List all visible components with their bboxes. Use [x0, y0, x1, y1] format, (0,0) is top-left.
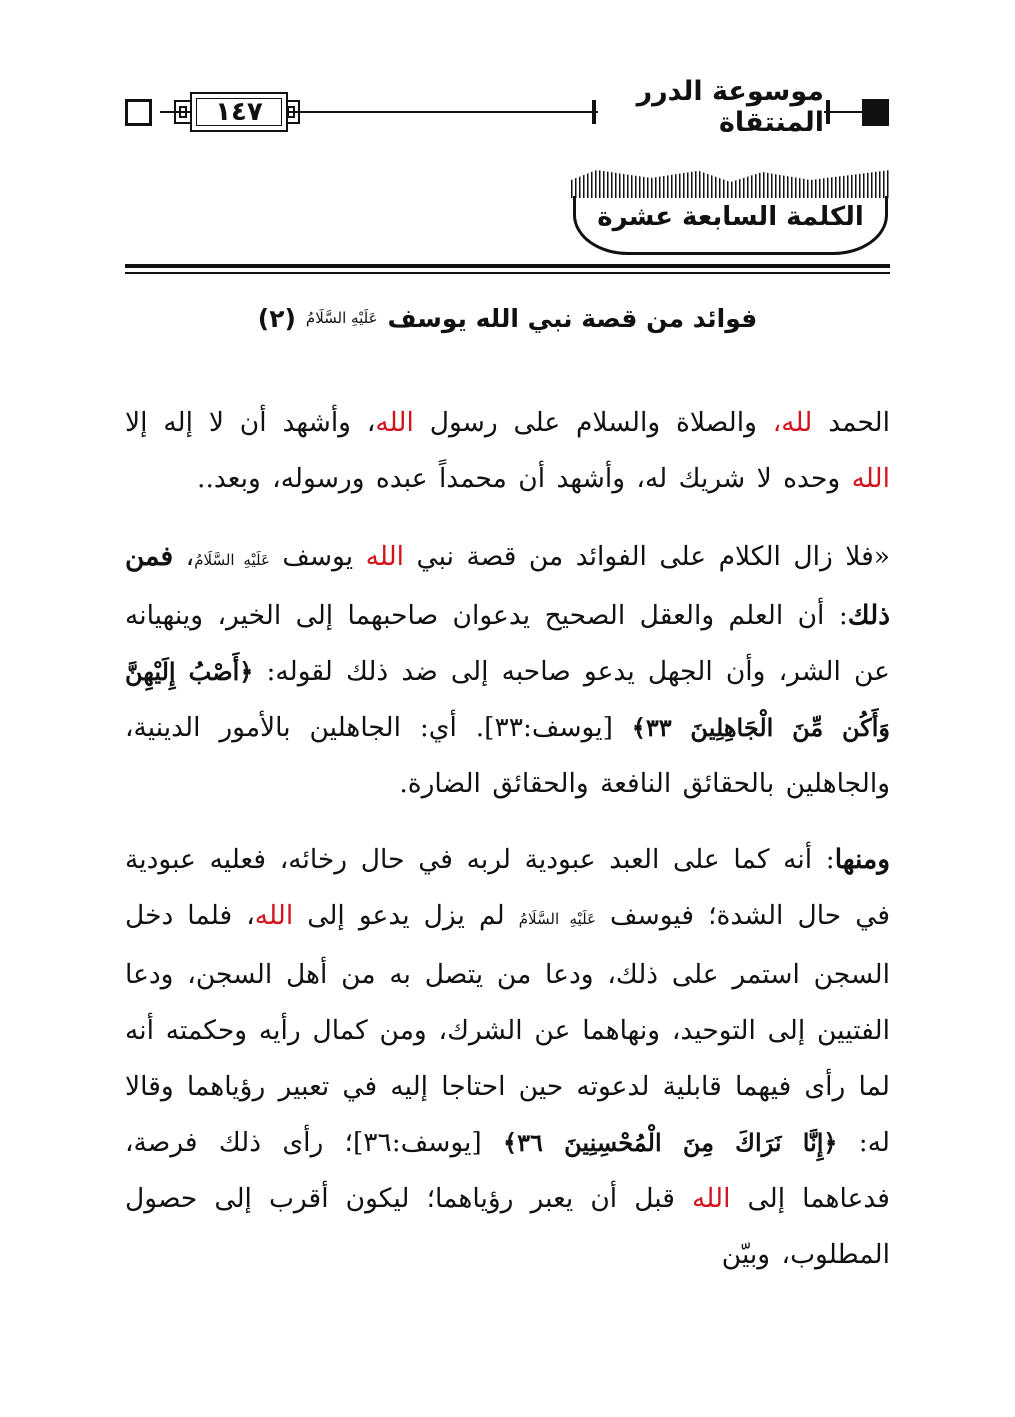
encyclopedia-title: موسوعة الدرر المنتقاة: [598, 78, 824, 136]
bold-lead: ومنها: [834, 844, 890, 875]
text-segment: «فلا زال الكلام على الفوائد من قصة نبي: [404, 541, 890, 572]
text-segment: [يوسف:٣٦]؛ رأى ذلك فرصة، فدعاهما إلى: [125, 1127, 890, 1214]
text-segment: والصلاة والسلام على رسول: [413, 407, 773, 438]
banner-frame: [573, 196, 888, 255]
lesson-part-number: (٢): [257, 303, 296, 333]
bold-lead: فمن ذلك: [125, 541, 890, 631]
header-divider-thin: [125, 272, 890, 274]
highlight-name: الله: [365, 541, 405, 572]
chapter-banner: [571, 158, 890, 258]
paragraph-worship: [125, 832, 890, 1283]
text-segment: لم يزل يدعو إلى: [293, 900, 519, 931]
text-segment: يوسف: [269, 541, 366, 572]
header-ornament-square-right: [862, 99, 889, 126]
text-segment: : أن العلم والعقل الصحيح يدعوان صاحبهما إلى الخير، وينهيانه عن الشر، وأن الجهل يدعو صاحبه إلى ضد ذلك لقوله:: [125, 600, 890, 687]
text-segment: [يوسف:٣٣]. أي: الجاهلين بالأمور الدينية، والجاهلين بالحقائق النافعة والحقائق الضارة.: [125, 712, 890, 799]
highlight-name: الله: [851, 463, 890, 494]
text-segment: ،: [173, 541, 195, 572]
header-ornament-bar-right: [826, 100, 830, 124]
highlight-name: الله: [692, 1183, 731, 1214]
lesson-title-honorific: عَلَيْهِ السَّلَامُ: [305, 309, 378, 327]
quran-verse: ﴿أَصْبُ إِلَيْهِنَّ وَأَكُن مِّنَ الْجَاهِلِينَ ٣٣﴾: [125, 657, 890, 742]
honorific-text: عَلَيْهِ السَّلَامُ: [518, 910, 596, 928]
quran-verse: ﴿إِنَّا نَرَاكَ مِنَ الْمُحْسِنِينَ ٣٦﴾: [503, 1128, 838, 1157]
header-rule-mid-left: [288, 111, 598, 113]
highlight-name: لله،: [772, 407, 813, 438]
text-segment: الحمد: [812, 407, 890, 438]
text-segment: ، وأشهد أن لا إله إلا: [125, 407, 376, 438]
header-ornament-bar-mid: [592, 100, 596, 124]
article-body: [125, 395, 890, 1303]
text-segment: ، فلما دخل السجن استمر على ذلك، ودعا من يتصل به من أهل السجن، ودعا الفتيين إلى التوحيد، ونهاهما عن الشرك، ومن كمال رأيه وحكمته أنه لما رأى فيهما قابلية لدعوته حين احتاجا إليه في تعبير رؤياهما وقالا له:: [125, 900, 890, 1158]
text-segment: : أنه كما على العبد عبودية لربه في حال رخائه، فعليه عبودية في حال الشدة؛ فيوسف: [125, 844, 890, 931]
text-segment: وحده لا شريك له، وأشهد أن محمداً عبده ورسوله، وبعد..: [197, 463, 852, 494]
page-number: ١٤٧: [190, 92, 288, 132]
text-segment: قبل أن يعبر رؤياهما؛ ليكون أقرب إلى حصول المطلوب، وبيّن: [125, 1183, 890, 1270]
highlight-name: الله: [254, 900, 294, 931]
chapter-label: الكلمة السابعة عشرة: [597, 202, 864, 232]
lesson-title: [125, 296, 890, 340]
header-ornament-square-left: [125, 99, 152, 126]
paragraph-knowledge: [125, 529, 890, 812]
highlight-name: الله: [375, 407, 414, 438]
paragraph-intro: [125, 395, 890, 507]
lesson-title-text: فوائد من قصة نبي الله يوسف: [387, 303, 758, 333]
header-divider-thick: [125, 264, 890, 268]
honorific-text: عَلَيْهِ السَّلَامُ: [194, 551, 270, 569]
